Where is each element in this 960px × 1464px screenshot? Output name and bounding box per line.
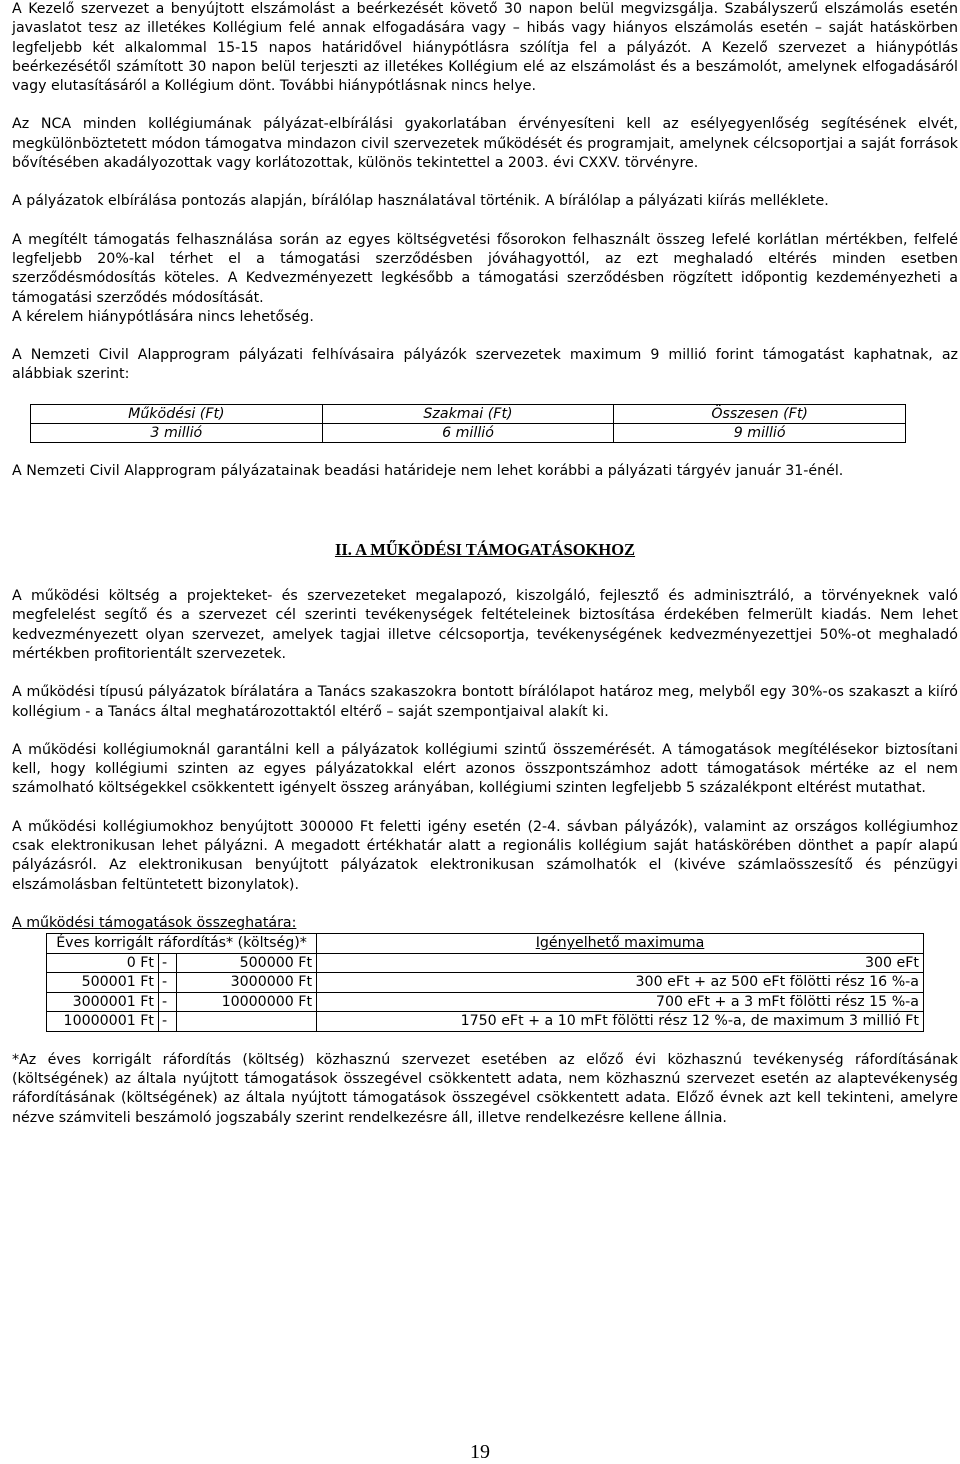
table-cell: 500001 Ft — [47, 973, 159, 993]
table-header-cell: Működési (Ft) — [31, 404, 323, 423]
table-cell: 3000001 Ft — [47, 992, 159, 1012]
limits-caption: A működési támogatások összeghatára: — [12, 914, 297, 931]
table-row — [47, 953, 924, 973]
paragraph-deadline: A Nemzeti Civil Alapprogram pályázatainak beadási határideje nem lehet korábbi a pályázati tárgyév január 31-énél. — [12, 462, 844, 479]
table-header-row — [31, 404, 906, 423]
paragraph-electronic-submission: A működési kollégiumokhoz benyújtott 300000 Ft feletti igény esetén (2-4. sávban pályázók), valamint az országos kollégiumhoz csak elektronikusan lehet pályázni. A megadott értékhatár alatt a regionális kollégium saját hatáskörében dönthet a papír alapú pályázásról. Az elektronikusan benyújtott pályázatok elektronikusan számolhatók el (kivéve számlaösszesítő és pénzügyi elszámolásban feltüntetett bizonylatok). — [12, 818, 958, 893]
paragraph-max-support: A Nemzeti Civil Alapprogram pályázati felhívásaira pályázók szervezetek maximum 9 millió forint támogatást kaphatnak, az alábbiak szerint: — [12, 347, 958, 383]
table-header-cell: Éves korrigált ráfordítás* (költség)* — [47, 934, 317, 954]
table-cell: 300 eFt — [317, 953, 924, 973]
paragraph-settlement-review: A Kezelő szervezet a benyújtott elszámolást a beérkezését követő 30 napon belül megvizsgálja. Szabályszerű elszámolás esetén javaslatot tesz az illetékes Kollégium felé annak elfogadására vagy – hibás vagy hiányos elszámolás esetén – saját hatáskörben legfeljebb két alkalommal 15-15 napos határidővel hiánypótlásra szólítja fel a pályázót. A Kezelő szervezet a hiánypótlás beérkezésétől számított 30 napon belül terjeszti az illetékes Kollégium elé az elszámolást és a beszámolót, amelynek elfogadásáról vagy elutasításáról a Kollégium dönt. További hiánypótlásnak nincs helye. — [12, 1, 958, 95]
page-number: 19 — [470, 1441, 490, 1463]
table-cell: - — [159, 1012, 177, 1032]
table-row — [31, 423, 906, 442]
paragraph-no-supplement: A kérelem hiánypótlására nincs lehetőség. — [12, 308, 314, 325]
table-row — [47, 973, 924, 993]
table-cell: 6 millió — [322, 423, 614, 442]
table-row — [47, 1012, 924, 1032]
table-cell: - — [159, 992, 177, 1012]
table-cell: 10000001 Ft — [47, 1012, 159, 1032]
table-cell: - — [159, 953, 177, 973]
table-cell: 0 Ft — [47, 953, 159, 973]
paragraph-comparison: A működési kollégiumoknál garantálni kell a pályázatok kollégiumi szintű összemérését. A támogatások megítélésekor biztosítani kell, hogy kollégiumi szinten az egyes pályázatokkal elért azonos összpontszámhoz adott támogatások mértéke az el nem számolható költségekkel csökkentett igényelt összeg arányában, kollégiumi szinten legfeljebb 5 százalékpont eltérést mutathat. — [12, 741, 958, 797]
paragraph-evaluation-sheet: A működési típusú pályázatok bírálatára a Tanács szakaszokra bontott bírálólapot határoz meg, melyből egy 30%-os szakaszt a kiíró kollégium - a Tanács által meghatározottaktól eltérő – saját szempontjaival alakít ki. — [12, 684, 958, 720]
table-header-cell: Szakmai (Ft) — [322, 404, 614, 423]
table-cell: - — [159, 973, 177, 993]
table-cell: 10000000 Ft — [177, 992, 317, 1012]
paragraph-evaluation: A pályázatok elbírálása pontozás alapján, bírálólap használatával történik. A bírálólap a pályázati kiírás melléklete. — [12, 193, 829, 210]
limits-table — [46, 933, 924, 1032]
support-amount-table — [30, 404, 906, 443]
paragraph-budget-deviation: A megítélt támogatás felhasználása során az egyes költségvetési fősorokon felhasznált összeg lefelé korlátlan mértékben, felfelé legfeljebb 20%-kal térhet el a támogatási szerződésben jóváhagyottól, az ezt meghaladó eltérés minden esetben szerződésmódosítás köteles. A Kedvezményezett legkésőbb a támogatási szerződésben rögzített időpontig kezdeményezheti a támogatási szerződés módosítását. — [12, 231, 958, 306]
table-cell: 3000000 Ft — [177, 973, 317, 993]
table-cell: 9 millió — [614, 423, 906, 442]
table-cell: 300 eFt + az 500 eFt fölötti rész 16 %-a — [317, 973, 924, 993]
paragraph-operating-cost: A működési költség a projekteket- és szervezeteket megalapozó, kiszolgáló, fejlesztő és adminisztráló, a törvényeknek való megfelelést segítő és a szervezet cél szerinti tevékenységek feltételeinek biztosítása érdekében felmerült kiadás. Nem lehet kedvezményezett olyan szervezet, amelyek tagjai illetve célcsoportja, tevékenységének kedvezményezettjei 50%-ot meghaladó mértékben profitorientált szervezetek. — [12, 588, 958, 662]
table-cell — [177, 1012, 317, 1032]
table-cell: 1750 eFt + a 10 mFt fölötti rész 12 %-a, de maximum 3 millió Ft — [317, 1012, 924, 1032]
table-header-cell: Igényelhető maximuma — [317, 934, 924, 954]
document-page — [12, 0, 958, 1128]
table-row — [47, 992, 924, 1012]
paragraph-equal-opportunity: Az NCA minden kollégiumának pályázat-elbírálási gyakorlatában érvényesíteni kell az esélyegyenlőség segítésének elvét, megkülönböztetett módon támogatva mindazon civil szervezetek működését és programjait, amelynek célcsoportjai a saját források bővítésében akadályozottak vagy korlátozottak, különös tekintettel a 2003. évi CXXV. törvényre. — [12, 116, 958, 172]
table-cell: 3 millió — [31, 423, 323, 442]
table-cell: 500000 Ft — [177, 953, 317, 973]
table-header-cell: Összesen (Ft) — [614, 404, 906, 423]
table-cell: 700 eFt + a 3 mFt fölötti rész 15 %-a — [317, 992, 924, 1012]
section-heading: II. A MŰKÖDÉSI TÁMOGATÁSOKHOZ — [334, 540, 636, 560]
table-header-row — [47, 934, 924, 954]
paragraph-footnote: *Az éves korrigált ráfordítás (költség) közhasznú szervezet esetében az előző évi közhasznú tevékenység ráfordításának (költségének) az általa nyújtott támogatások összegével csökkentett adata, nem közhasznú szervezet esetén az alaptevékenység ráfordításának (költségének) az általa nyújtott támogatások összegével csökkentett adata. Előző évnek azt kell tekinteni, amelyre nézve számviteli beszámoló jogszabály szerint rendelkezésre áll, illetve rendelkezésre kellene állnia. — [12, 1051, 958, 1126]
